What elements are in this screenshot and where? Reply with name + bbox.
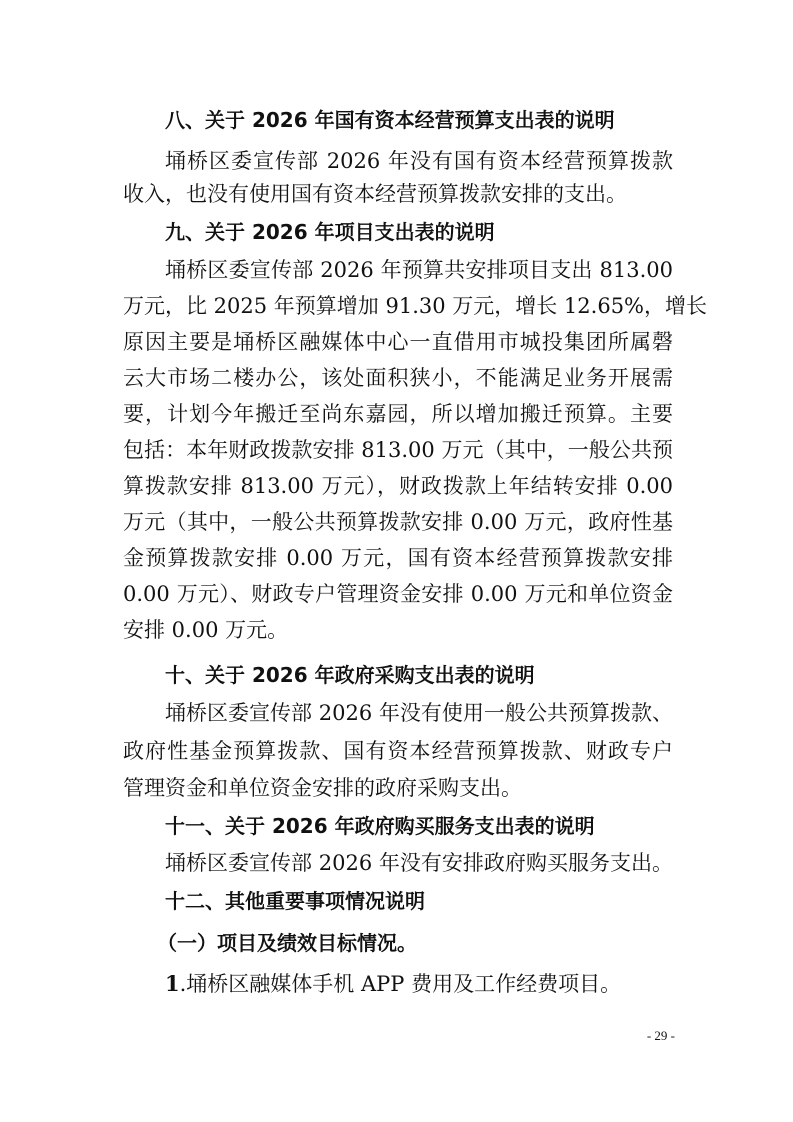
section-9-paragraph-line: 安排 0.00 万元。 (123, 618, 289, 642)
section-10-paragraph-line: 埇桥区委宣传部 2026 年没有使用一般公共预算拨款、 (165, 701, 673, 725)
section-12-subheading: （一）项目及绩效目标情况。 (157, 931, 417, 955)
section-9-heading: 九、关于 2026 年项目支出表的说明 (165, 220, 495, 244)
section-9-paragraph-line: 原因主要是埇桥区融媒体中心一直借用市城投集团所属磬 (123, 330, 673, 354)
section-9-paragraph-line: 金预算拨款安排 0.00 万元，国有资本经营预算拨款安排 (123, 546, 673, 570)
section-9-paragraph-line: 万元（其中，一般公共预算拨款安排 0.00 万元，政府性基 (123, 510, 673, 534)
section-9-paragraph-line: 包括：本年财政拨款安排 813.00 万元（其中，一般公共预 (123, 438, 673, 462)
section-9-paragraph-line: 算拨款安排 813.00 万元），财政拨款上年结转安排 0.00 (123, 474, 673, 498)
section-8-paragraph-line: 收入，也没有使用国有资本经营预算拨款安排的支出。 (123, 182, 627, 206)
section-10-paragraph-line: 政府性基金预算拨款、国有资本经营预算拨款、财政专户 (123, 739, 673, 763)
section-10-heading: 十、关于 2026 年政府采购支出表的说明 (165, 663, 535, 687)
section-9-paragraph-line: 云大市场二楼办公，该处面积狭小，不能满足业务开展需 (123, 366, 673, 390)
section-12-item-1 (165, 970, 673, 998)
item-text: .埇桥区融媒体手机 APP 费用及工作经费项目。 (179, 972, 622, 996)
page-number: - 29 - (646, 1028, 675, 1043)
section-9-paragraph-line: 埇桥区委宣传部 2026 年预算共安排项目支出 813.00 (165, 258, 673, 282)
item-number: 1 (165, 971, 180, 996)
section-9-paragraph-line: 0.00 万元）、财政专户管理资金安排 0.00 万元和单位资金 (123, 582, 673, 606)
section-9-paragraph-line: 要，计划今年搬迁至尚东嘉园，所以增加搬迁预算。主要 (123, 402, 673, 426)
section-12-heading: 十二、其他重要事项情况说明 (165, 889, 425, 913)
section-10-paragraph-line: 管理资金和单位资金安排的政府采购支出。 (123, 776, 522, 800)
section-9-paragraph-line: 万元，比 2025 年预算增加 91.30 万元，增长 12.65%，增长 (123, 294, 708, 318)
section-8-paragraph-line: 埇桥区委宣传部 2026 年没有国有资本经营预算拨款 (165, 149, 673, 173)
section-11-paragraph-line: 埇桥区委宣传部 2026 年没有安排政府购买服务支出。 (165, 851, 673, 875)
section-11-heading: 十一、关于 2026 年政府购买服务支出表的说明 (165, 814, 595, 838)
section-8-heading: 八、关于 2026 年国有资本经营预算支出表的说明 (165, 108, 615, 132)
